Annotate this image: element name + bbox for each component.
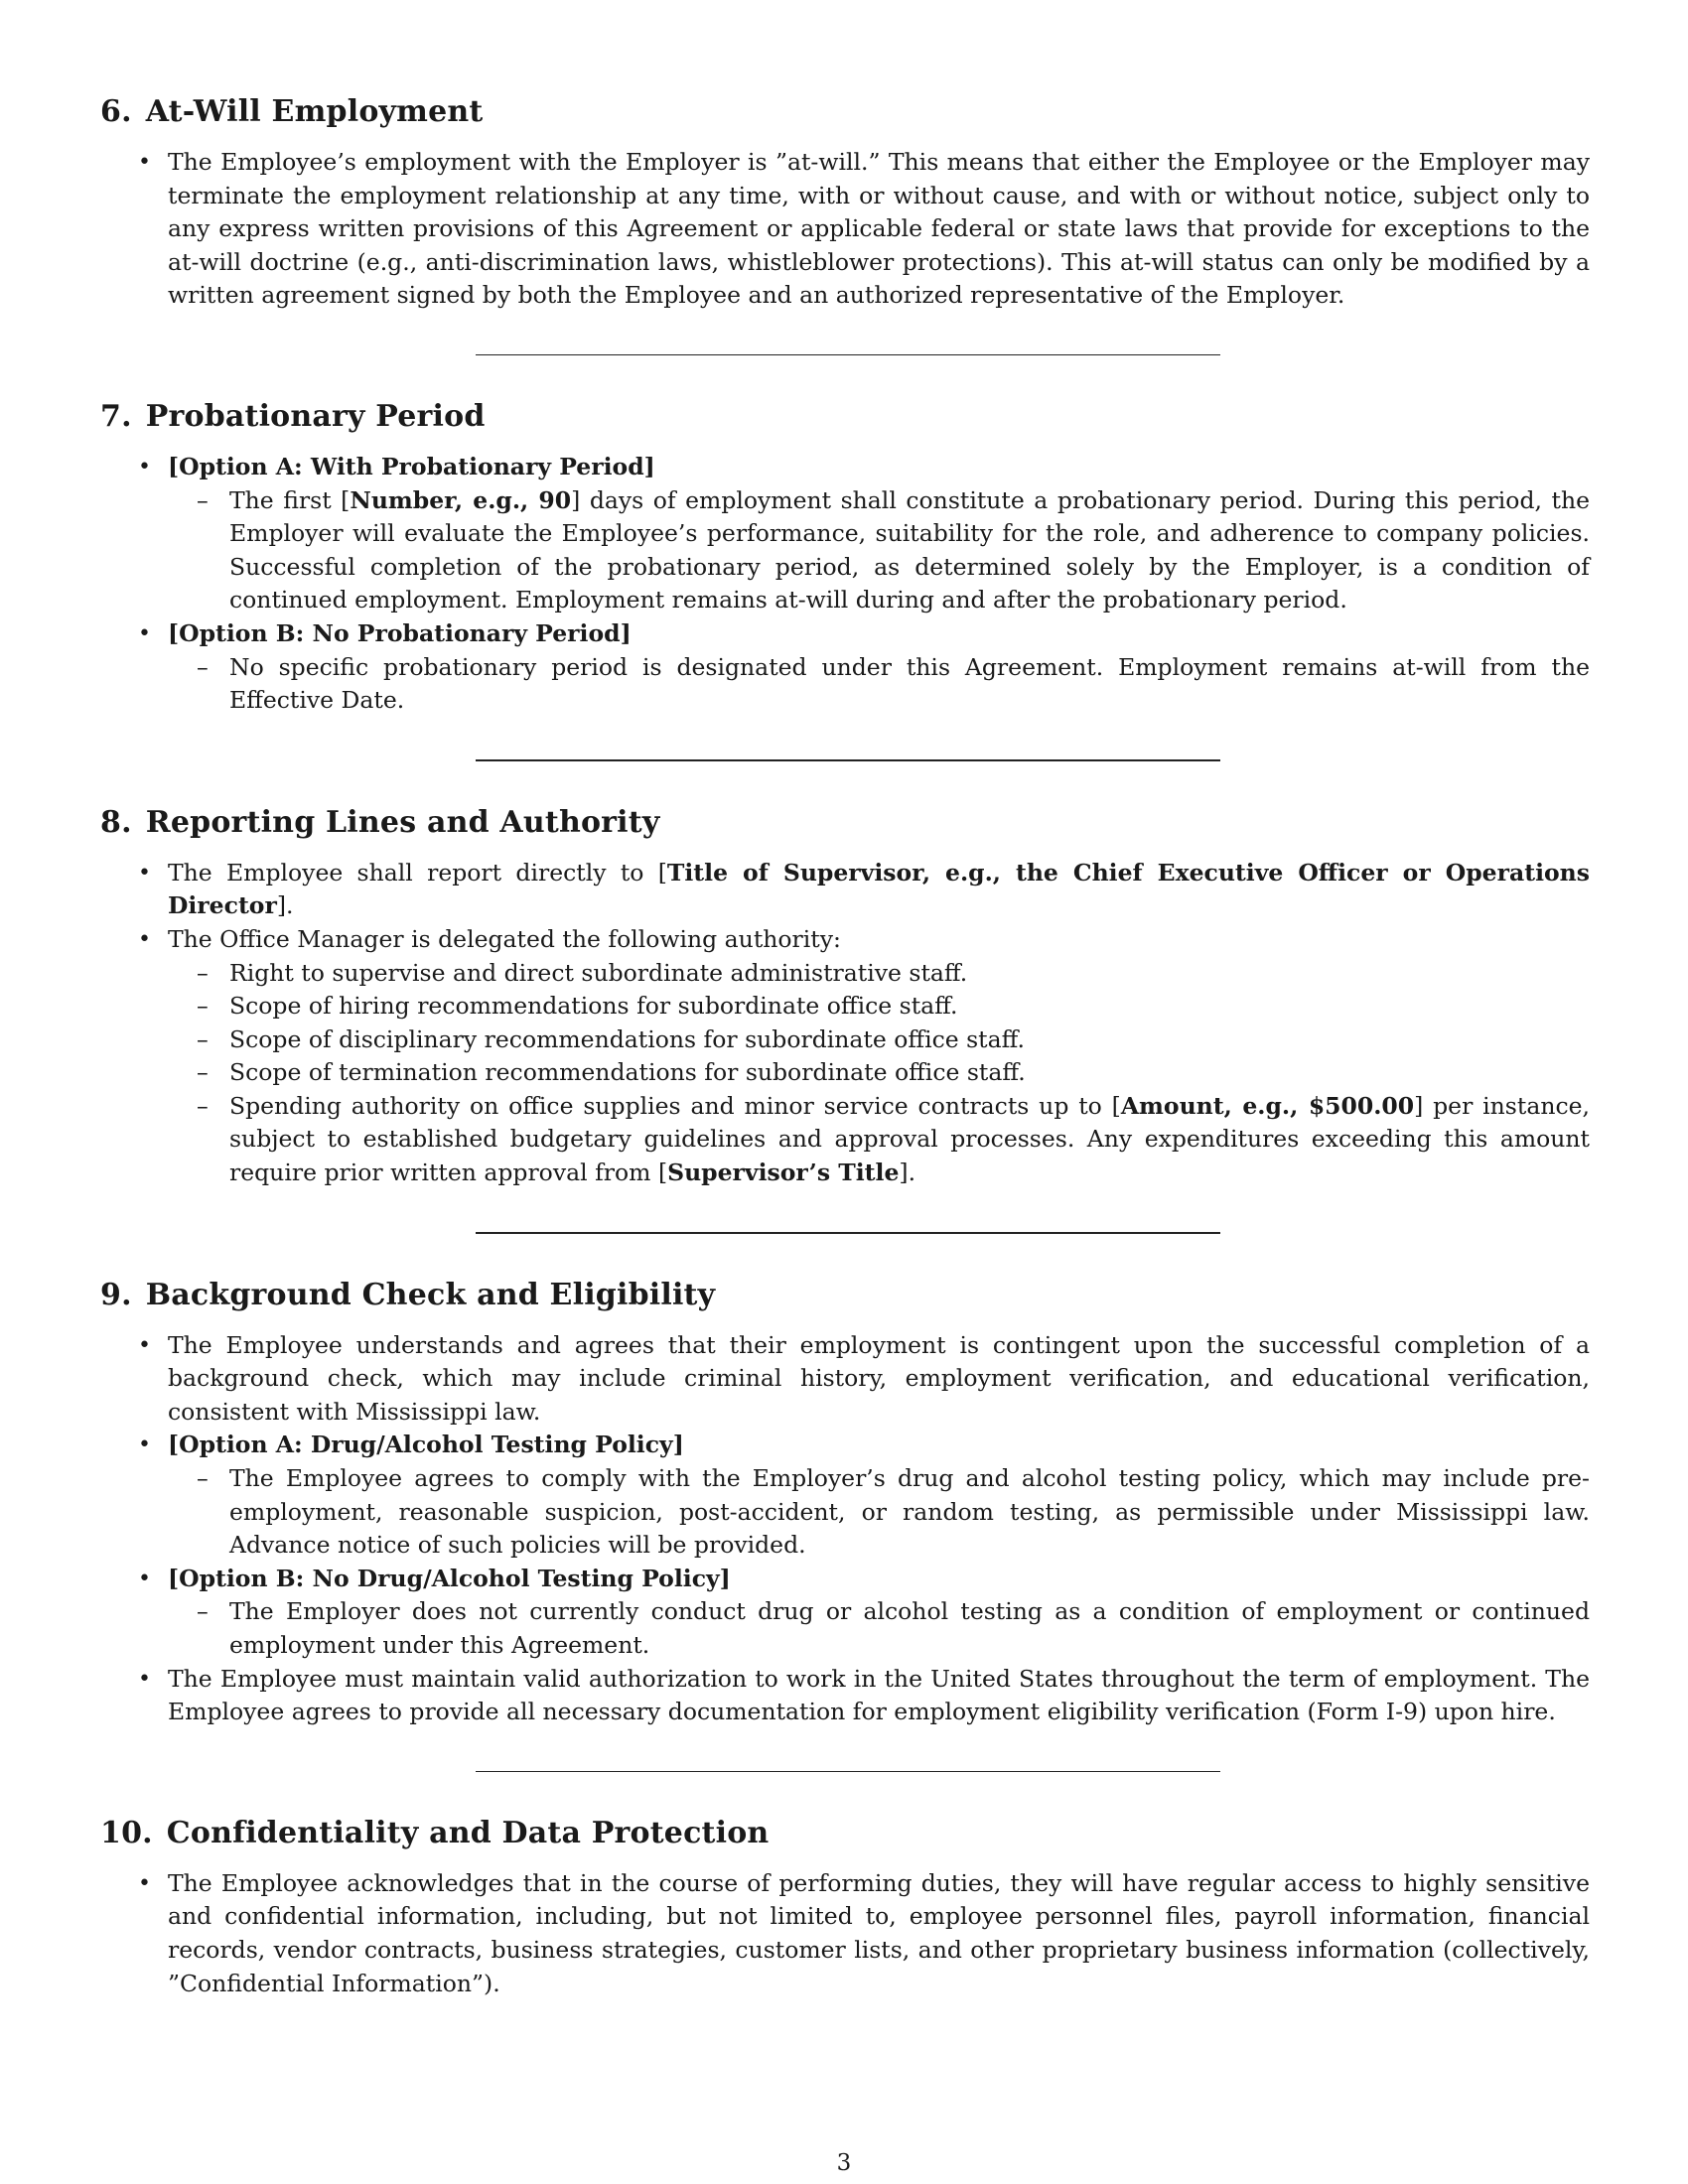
option-label: [Option A: With Probationary Period] <box>168 452 655 480</box>
option-label: [Option A: Drug/Alcohol Testing Policy] <box>168 1431 684 1459</box>
section-reporting-lines <box>100 805 1590 1190</box>
text-fragment: The first [ <box>229 485 351 514</box>
dash-icon: – <box>197 652 209 681</box>
paragraph-text: The Employee must maintain valid authorization to work in the United States throughout the term of employment. The Employee agrees to provide all necessary documentation for employment eligibility verification (Form I-9) upon hire. <box>168 1664 1590 1726</box>
dash-icon: – <box>197 1024 209 1053</box>
list-item <box>100 1867 1590 2000</box>
sub-list-item <box>168 957 1590 991</box>
section-at-will-employment <box>100 94 1590 313</box>
bullet-icon: • <box>138 150 151 175</box>
section-title: At-Will Employment <box>145 94 484 129</box>
section-probationary-period <box>100 399 1590 718</box>
paragraph-text: The Employee understands and agrees that their employment is contingent upon the successful completion of a background check, which may include criminal history, employment verification, and educational verification, consistent with Mississippi law. <box>168 1330 1590 1426</box>
sub-list-item <box>168 1595 1590 1662</box>
dash-icon: – <box>197 1058 209 1087</box>
section-title: Reporting Lines and Authority <box>145 804 660 840</box>
list-item <box>100 146 1590 313</box>
document-page <box>100 94 1590 2000</box>
list-item <box>100 617 1590 718</box>
list-item <box>100 923 1590 1190</box>
paragraph-text: No specific probationary period is designated under this Agreement. Employment remains at-will from the Effective Date. <box>229 652 1590 715</box>
text-fragment: Spending authority on office supplies and minor service contracts up to [ <box>229 1091 1121 1120</box>
dash-icon: – <box>197 1597 209 1626</box>
list-item <box>100 451 1590 617</box>
bullet-icon: • <box>138 926 151 952</box>
list-item <box>100 1563 1590 1663</box>
dash-icon: – <box>197 1091 209 1120</box>
sub-list-item <box>168 990 1590 1024</box>
list-item <box>100 857 1590 923</box>
paragraph-text: Scope of hiring recommendations for subordinate office staff. <box>229 992 958 1021</box>
dash-icon: – <box>197 485 209 514</box>
bullet-icon: • <box>138 1666 151 1692</box>
section-divider <box>476 759 1220 761</box>
placeholder-field: Title of Supervisor, e.g., the Chief Executive Officer or Operations Director <box>168 858 1590 920</box>
sub-list-item <box>168 484 1590 617</box>
section-heading <box>100 1816 1590 1851</box>
text-fragment: The Employee shall report directly to [ <box>168 858 667 887</box>
paragraph-text: The Office Manager is delegated the following authority: <box>168 924 841 953</box>
section-divider <box>476 354 1220 355</box>
section-heading <box>100 1278 1590 1313</box>
list-item <box>100 1663 1590 1729</box>
section-number: 10. <box>100 1815 153 1850</box>
list-item <box>100 1329 1590 1430</box>
sub-list-item <box>168 1090 1590 1190</box>
paragraph-text: Scope of disciplinary recommendations for subordinate office staff. <box>229 1024 1025 1053</box>
section-title: Background Check and Eligibility <box>145 1277 716 1312</box>
sub-list-item <box>168 1462 1590 1563</box>
section-title: Probationary Period <box>145 398 486 434</box>
section-number: 6. <box>100 94 132 129</box>
bullet-icon: • <box>138 860 151 886</box>
option-label: [Option B: No Drug/Alcohol Testing Policy] <box>168 1564 731 1592</box>
section-number: 7. <box>100 398 132 434</box>
section-heading <box>100 805 1590 841</box>
text-fragment: ]. <box>276 891 294 920</box>
paragraph-text: The Employer does not currently conduct drug or alcohol testing as a condition of employment or continued employment under this Agreement. <box>229 1597 1590 1659</box>
placeholder-field: Number, e.g., 90 <box>350 485 572 514</box>
paragraph-text: The Employee’s employment with the Employer is ”at-will.” This means that either the Employee or the Employer may terminate the employment relationship at any time, with or without cause, and with or without notice, subject only to any express written provisions of this Agreement or applicable federal or state laws that provide for exceptions to the at-will doctrine (e.g., anti-discrimination laws, whistleblower protections). This at-will status can only be modified by a written agreement signed by both the Employee and an authorized representative of the Employer. <box>168 148 1590 310</box>
paragraph-text: The Employee acknowledges that in the course of performing duties, they will have regular access to highly sensitive and confidential information, including, but not limited to, employee personnel files, payroll information, financial records, vendor contracts, business strategies, customer lists, and other proprietary business information (collectively, ”Confidential Information”). <box>168 1868 1590 1997</box>
section-background-check <box>100 1278 1590 1729</box>
paragraph-text: Scope of termination recommendations for subordinate office staff. <box>229 1058 1026 1087</box>
bullet-icon: • <box>138 620 151 646</box>
bullet-icon: • <box>138 1870 151 1896</box>
sub-list-item <box>168 1024 1590 1057</box>
bullet-icon: • <box>138 1433 151 1458</box>
placeholder-field: Supervisor’s Title <box>667 1159 900 1187</box>
section-confidentiality <box>100 1816 1590 2000</box>
bullet-icon: • <box>138 1332 151 1358</box>
section-divider <box>476 1771 1220 1772</box>
dash-icon: – <box>197 958 209 987</box>
dash-icon: – <box>197 992 209 1021</box>
bullet-icon: • <box>138 1566 151 1591</box>
text-fragment: ] per instance, subject to established budgetary guidelines and approval processes. Any expenditures exceeding this amount require prior written approval from [ <box>229 1091 1590 1187</box>
bullet-icon: • <box>138 454 151 479</box>
section-title: Confidentiality and Data Protection <box>166 1815 770 1850</box>
sub-list-item <box>168 1056 1590 1090</box>
section-number: 8. <box>100 804 132 840</box>
text-fragment: ] days of employment shall constitute a probationary period. During this period, the Employer will evaluate the Employee’s performance, suitability for the role, and adherence to company policies. Successful completion of the probationary period, as determined solely by the Employer, is a condition of continued employment. Employment remains at-will during and after the probationary period. <box>229 485 1590 614</box>
sub-list-item <box>168 651 1590 718</box>
page-number: 3 <box>836 2150 852 2176</box>
option-label: [Option B: No Probationary Period] <box>168 618 632 647</box>
section-heading <box>100 399 1590 435</box>
dash-icon: – <box>197 1464 209 1493</box>
section-divider <box>476 1232 1220 1234</box>
paragraph-text: Right to supervise and direct subordinate administrative staff. <box>229 958 968 987</box>
list-item <box>100 1429 1590 1562</box>
text-fragment: ]. <box>899 1159 916 1187</box>
section-heading <box>100 94 1590 130</box>
placeholder-field: Amount, e.g., $500.00 <box>1120 1091 1415 1120</box>
section-number: 9. <box>100 1277 132 1312</box>
paragraph-text: The Employee agrees to comply with the Employer’s drug and alcohol testing policy, which may include pre-employment, reasonable suspicion, post-accident, or random testing, as permissible under Mississippi law. Advance notice of such policies will be provided. <box>229 1464 1590 1560</box>
